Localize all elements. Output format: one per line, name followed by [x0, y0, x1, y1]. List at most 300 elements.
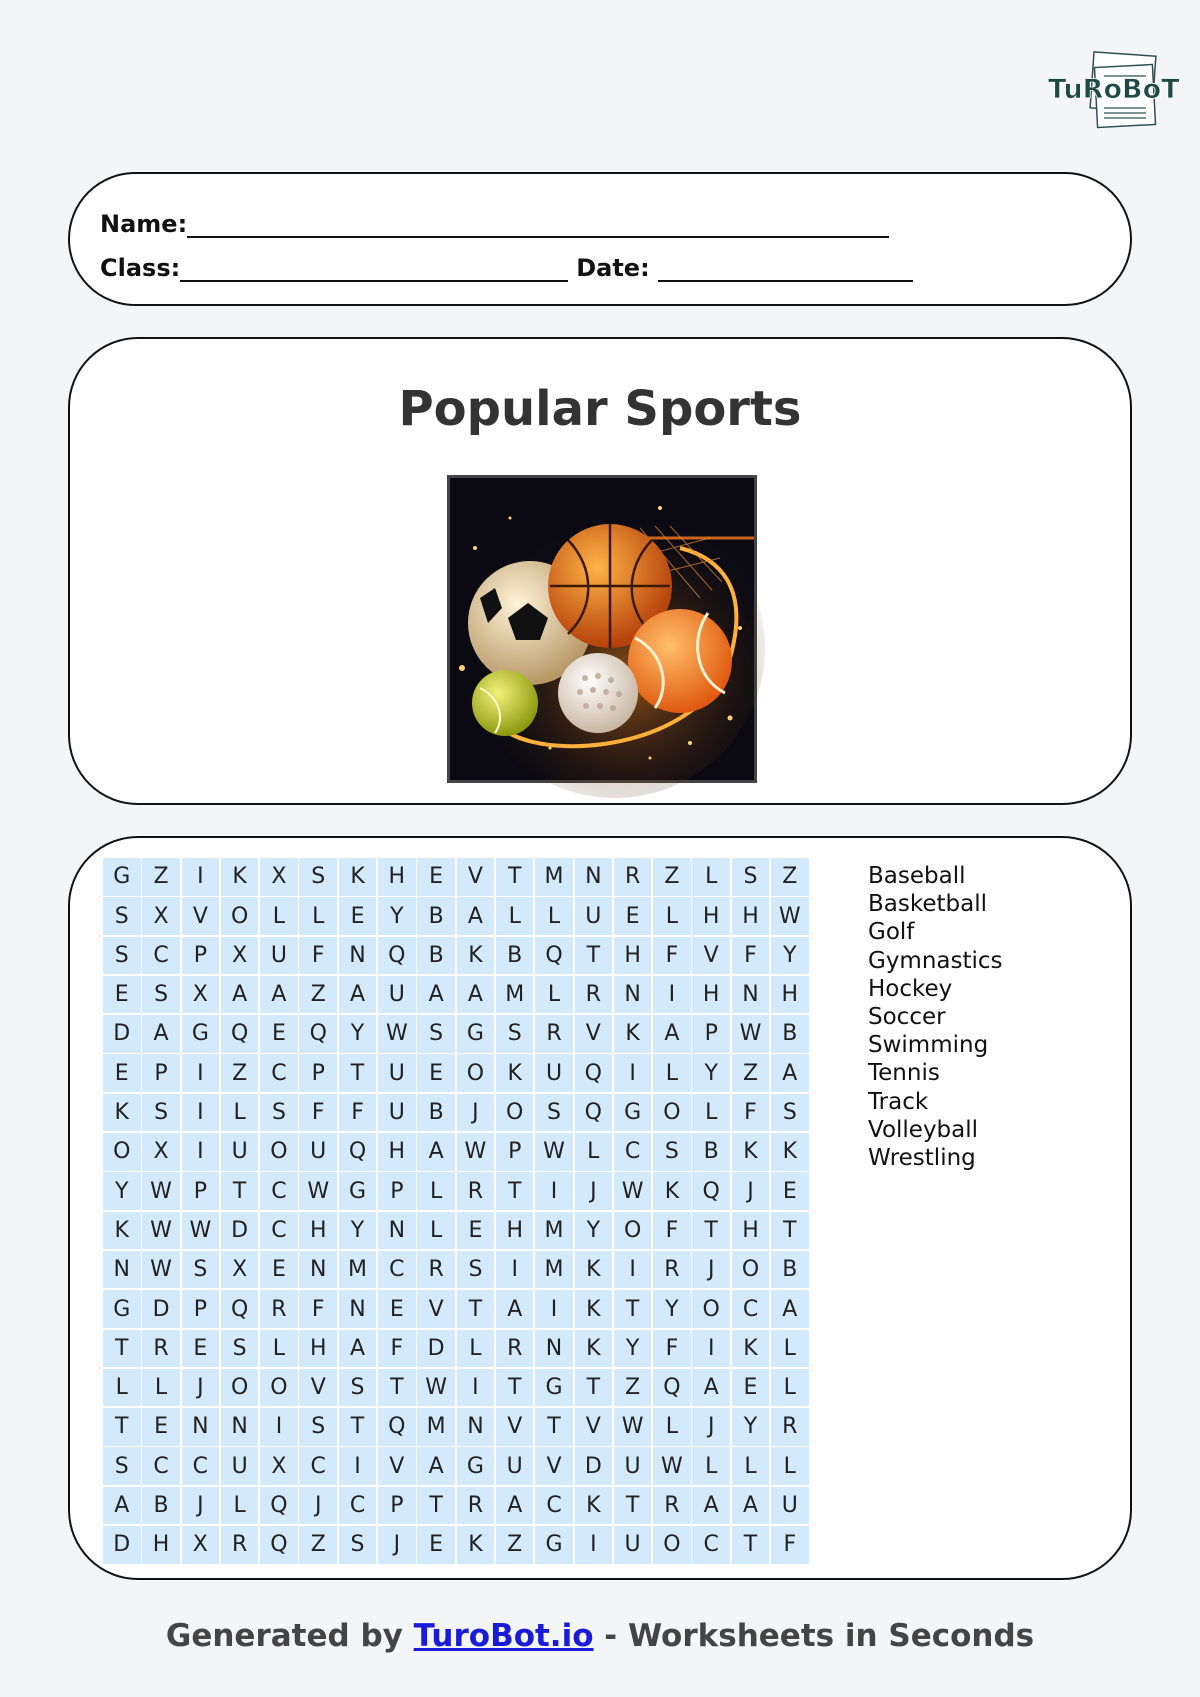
grid-cell[interactable]: K [575, 1487, 613, 1525]
grid-cell[interactable]: T [496, 858, 534, 896]
grid-cell[interactable]: E [732, 1369, 770, 1407]
grid-cell[interactable]: Z [614, 1369, 652, 1407]
grid-cell[interactable]: L [771, 1330, 809, 1368]
grid-cell[interactable]: P [378, 1487, 416, 1525]
grid-cell[interactable]: I [457, 1369, 495, 1407]
grid-cell[interactable]: W [142, 1212, 180, 1250]
grid-cell[interactable]: M [535, 1212, 573, 1250]
grid-cell[interactable]: S [103, 897, 141, 935]
grid-cell[interactable]: C [260, 1212, 298, 1250]
grid-cell[interactable]: S [299, 858, 337, 896]
grid-cell[interactable]: E [142, 1408, 180, 1446]
grid-cell[interactable]: I [339, 1447, 377, 1485]
grid-cell[interactable]: C [378, 1251, 416, 1289]
grid-cell[interactable]: W [182, 1212, 220, 1250]
grid-cell[interactable]: D [221, 1212, 259, 1250]
grid-cell[interactable]: R [653, 1251, 691, 1289]
grid-cell[interactable]: F [339, 1094, 377, 1132]
grid-cell[interactable]: A [692, 1487, 730, 1525]
grid-cell[interactable]: U [614, 1526, 652, 1564]
grid-cell[interactable]: O [496, 1094, 534, 1132]
grid-cell[interactable]: S [496, 1015, 534, 1053]
grid-cell[interactable]: A [653, 1015, 691, 1053]
grid-cell[interactable]: U [535, 1054, 573, 1092]
grid-cell[interactable]: E [103, 976, 141, 1014]
date-field[interactable] [658, 256, 913, 282]
grid-cell[interactable]: C [142, 937, 180, 975]
grid-cell[interactable]: T [771, 1212, 809, 1250]
grid-cell[interactable]: F [771, 1526, 809, 1564]
grid-cell[interactable]: I [692, 1330, 730, 1368]
grid-cell[interactable]: T [103, 1330, 141, 1368]
grid-cell[interactable]: I [182, 1054, 220, 1092]
grid-cell[interactable]: Z [653, 858, 691, 896]
grid-cell[interactable]: W [417, 1369, 455, 1407]
grid-cell[interactable]: I [575, 1526, 613, 1564]
grid-cell[interactable]: U [378, 976, 416, 1014]
grid-cell[interactable]: M [535, 1251, 573, 1289]
grid-cell[interactable]: S [260, 1094, 298, 1132]
grid-cell[interactable]: B [496, 937, 534, 975]
grid-cell[interactable]: X [221, 937, 259, 975]
grid-cell[interactable]: W [653, 1447, 691, 1485]
grid-cell[interactable]: E [103, 1054, 141, 1092]
turobot-link[interactable]: TuroBot.io [413, 1618, 594, 1654]
grid-cell[interactable]: A [496, 1487, 534, 1525]
grid-cell[interactable]: E [417, 1054, 455, 1092]
grid-cell[interactable]: U [221, 1447, 259, 1485]
grid-cell[interactable]: S [339, 1526, 377, 1564]
grid-cell[interactable]: Q [378, 937, 416, 975]
grid-cell[interactable]: S [103, 937, 141, 975]
grid-cell[interactable]: B [771, 1251, 809, 1289]
grid-cell[interactable]: D [575, 1447, 613, 1485]
grid-cell[interactable]: P [182, 1290, 220, 1328]
grid-cell[interactable]: S [103, 1447, 141, 1485]
grid-cell[interactable]: I [653, 976, 691, 1014]
grid-cell[interactable]: B [417, 897, 455, 935]
grid-cell[interactable]: X [142, 897, 180, 935]
grid-cell[interactable]: R [771, 1408, 809, 1446]
grid-cell[interactable]: O [221, 897, 259, 935]
grid-cell[interactable]: K [457, 937, 495, 975]
grid-cell[interactable]: E [378, 1290, 416, 1328]
grid-cell[interactable]: O [614, 1212, 652, 1250]
grid-cell[interactable]: T [575, 1369, 613, 1407]
grid-cell[interactable]: S [771, 1094, 809, 1132]
grid-cell[interactable]: N [182, 1408, 220, 1446]
grid-cell[interactable]: N [339, 937, 377, 975]
grid-cell[interactable]: K [496, 1054, 534, 1092]
grid-cell[interactable]: G [535, 1369, 573, 1407]
grid-cell[interactable]: C [692, 1526, 730, 1564]
grid-cell[interactable]: I [182, 1133, 220, 1171]
grid-cell[interactable]: A [417, 976, 455, 1014]
grid-cell[interactable]: T [575, 937, 613, 975]
grid-cell[interactable]: S [142, 1094, 180, 1132]
grid-cell[interactable]: N [378, 1212, 416, 1250]
grid-cell[interactable]: T [496, 1369, 534, 1407]
grid-cell[interactable]: S [142, 976, 180, 1014]
grid-cell[interactable]: B [417, 1094, 455, 1132]
grid-cell[interactable]: E [339, 897, 377, 935]
grid-cell[interactable]: T [417, 1487, 455, 1525]
grid-cell[interactable]: Y [339, 1212, 377, 1250]
grid-cell[interactable]: T [535, 1408, 573, 1446]
grid-cell[interactable]: X [221, 1251, 259, 1289]
grid-cell[interactable]: V [575, 1408, 613, 1446]
grid-cell[interactable]: A [417, 1133, 455, 1171]
grid-cell[interactable]: H [142, 1526, 180, 1564]
grid-cell[interactable]: T [614, 1290, 652, 1328]
grid-cell[interactable]: K [575, 1290, 613, 1328]
grid-cell[interactable]: S [417, 1015, 455, 1053]
grid-cell[interactable]: G [535, 1526, 573, 1564]
grid-cell[interactable]: Q [339, 1133, 377, 1171]
grid-cell[interactable]: P [182, 937, 220, 975]
grid-cell[interactable]: K [771, 1133, 809, 1171]
grid-cell[interactable]: Q [575, 1054, 613, 1092]
grid-cell[interactable]: S [535, 1094, 573, 1132]
grid-cell[interactable]: L [299, 897, 337, 935]
grid-cell[interactable]: U [299, 1133, 337, 1171]
grid-cell[interactable]: C [260, 1172, 298, 1210]
grid-cell[interactable]: L [653, 1408, 691, 1446]
grid-cell[interactable]: Y [378, 897, 416, 935]
grid-cell[interactable]: P [496, 1133, 534, 1171]
grid-cell[interactable]: P [378, 1172, 416, 1210]
grid-cell[interactable]: K [653, 1172, 691, 1210]
grid-cell[interactable]: H [692, 976, 730, 1014]
grid-cell[interactable]: B [417, 937, 455, 975]
grid-cell[interactable]: G [457, 1015, 495, 1053]
grid-cell[interactable]: L [535, 976, 573, 1014]
grid-cell[interactable]: N [732, 976, 770, 1014]
grid-cell[interactable]: R [260, 1290, 298, 1328]
grid-cell[interactable]: Q [575, 1094, 613, 1132]
grid-cell[interactable]: H [378, 1133, 416, 1171]
grid-cell[interactable]: C [142, 1447, 180, 1485]
grid-cell[interactable]: J [182, 1487, 220, 1525]
grid-cell[interactable]: B [142, 1487, 180, 1525]
grid-cell[interactable]: W [614, 1172, 652, 1210]
grid-cell[interactable]: I [260, 1408, 298, 1446]
grid-cell[interactable]: R [496, 1330, 534, 1368]
grid-cell[interactable]: P [142, 1054, 180, 1092]
grid-cell[interactable]: U [771, 1487, 809, 1525]
grid-cell[interactable]: H [299, 1330, 337, 1368]
grid-cell[interactable]: R [653, 1487, 691, 1525]
grid-cell[interactable]: U [614, 1447, 652, 1485]
grid-cell[interactable]: V [496, 1408, 534, 1446]
grid-cell[interactable]: V [575, 1015, 613, 1053]
grid-cell[interactable]: O [260, 1369, 298, 1407]
grid-cell[interactable]: F [653, 1212, 691, 1250]
grid-cell[interactable]: Q [221, 1290, 259, 1328]
grid-cell[interactable]: H [614, 937, 652, 975]
grid-cell[interactable]: U [260, 937, 298, 975]
grid-cell[interactable]: J [378, 1526, 416, 1564]
grid-cell[interactable]: T [378, 1369, 416, 1407]
grid-cell[interactable]: D [103, 1015, 141, 1053]
grid-cell[interactable]: Y [692, 1054, 730, 1092]
grid-cell[interactable]: P [299, 1054, 337, 1092]
grid-cell[interactable]: Q [260, 1487, 298, 1525]
grid-cell[interactable]: K [732, 1133, 770, 1171]
grid-cell[interactable]: M [496, 976, 534, 1014]
grid-cell[interactable]: E [260, 1015, 298, 1053]
grid-cell[interactable]: I [614, 1251, 652, 1289]
grid-cell[interactable]: V [457, 858, 495, 896]
grid-cell[interactable]: J [575, 1172, 613, 1210]
grid-cell[interactable]: L [771, 1447, 809, 1485]
grid-cell[interactable]: O [221, 1369, 259, 1407]
grid-cell[interactable]: L [260, 897, 298, 935]
grid-cell[interactable]: I [614, 1054, 652, 1092]
grid-cell[interactable]: U [496, 1447, 534, 1485]
grid-cell[interactable]: A [771, 1290, 809, 1328]
grid-cell[interactable]: A [771, 1054, 809, 1092]
grid-cell[interactable]: W [142, 1251, 180, 1289]
grid-cell[interactable]: Z [496, 1526, 534, 1564]
grid-cell[interactable]: V [535, 1447, 573, 1485]
grid-cell[interactable]: K [103, 1212, 141, 1250]
grid-cell[interactable]: H [771, 976, 809, 1014]
grid-cell[interactable]: K [103, 1094, 141, 1132]
grid-cell[interactable]: C [614, 1133, 652, 1171]
grid-cell[interactable]: W [299, 1172, 337, 1210]
grid-cell[interactable]: W [614, 1408, 652, 1446]
grid-cell[interactable]: L [692, 1094, 730, 1132]
grid-cell[interactable]: Q [535, 937, 573, 975]
grid-cell[interactable]: Z [771, 858, 809, 896]
grid-cell[interactable]: Z [221, 1054, 259, 1092]
grid-cell[interactable]: A [260, 976, 298, 1014]
grid-cell[interactable]: U [575, 897, 613, 935]
grid-cell[interactable]: B [771, 1015, 809, 1053]
grid-cell[interactable]: A [339, 1330, 377, 1368]
grid-cell[interactable]: X [260, 1447, 298, 1485]
grid-cell[interactable]: U [378, 1054, 416, 1092]
grid-cell[interactable]: G [103, 858, 141, 896]
grid-cell[interactable]: S [299, 1408, 337, 1446]
grid-cell[interactable]: Y [575, 1212, 613, 1250]
grid-cell[interactable]: R [457, 1487, 495, 1525]
grid-cell[interactable]: U [221, 1133, 259, 1171]
grid-cell[interactable]: H [299, 1212, 337, 1250]
grid-cell[interactable]: K [457, 1526, 495, 1564]
grid-cell[interactable]: S [339, 1369, 377, 1407]
grid-cell[interactable]: A [103, 1487, 141, 1525]
grid-cell[interactable]: E [457, 1212, 495, 1250]
grid-cell[interactable]: A [457, 976, 495, 1014]
grid-cell[interactable]: C [732, 1290, 770, 1328]
grid-cell[interactable]: L [575, 1133, 613, 1171]
grid-cell[interactable]: P [692, 1015, 730, 1053]
grid-cell[interactable]: Y [103, 1172, 141, 1210]
grid-cell[interactable]: W [142, 1172, 180, 1210]
grid-cell[interactable]: F [299, 1290, 337, 1328]
grid-cell[interactable]: N [457, 1408, 495, 1446]
grid-cell[interactable]: R [535, 1015, 573, 1053]
grid-cell[interactable]: O [457, 1054, 495, 1092]
grid-cell[interactable]: N [299, 1251, 337, 1289]
grid-cell[interactable]: V [692, 937, 730, 975]
grid-cell[interactable]: L [653, 1054, 691, 1092]
grid-cell[interactable]: H [378, 858, 416, 896]
grid-cell[interactable]: J [692, 1251, 730, 1289]
grid-cell[interactable]: W [457, 1133, 495, 1171]
grid-cell[interactable]: F [732, 937, 770, 975]
grid-cell[interactable]: A [732, 1487, 770, 1525]
grid-cell[interactable]: L [535, 897, 573, 935]
grid-cell[interactable]: T [614, 1487, 652, 1525]
grid-cell[interactable]: F [653, 1330, 691, 1368]
grid-cell[interactable]: K [732, 1330, 770, 1368]
grid-cell[interactable]: L [142, 1369, 180, 1407]
grid-cell[interactable]: T [732, 1526, 770, 1564]
grid-cell[interactable]: O [732, 1251, 770, 1289]
grid-cell[interactable]: X [142, 1133, 180, 1171]
grid-cell[interactable]: V [378, 1447, 416, 1485]
grid-cell[interactable]: M [339, 1251, 377, 1289]
grid-cell[interactable]: Y [614, 1330, 652, 1368]
grid-cell[interactable]: T [221, 1172, 259, 1210]
grid-cell[interactable]: G [457, 1447, 495, 1485]
grid-cell[interactable]: T [339, 1408, 377, 1446]
grid-cell[interactable]: S [653, 1133, 691, 1171]
grid-cell[interactable]: R [614, 858, 652, 896]
grid-cell[interactable]: B [692, 1133, 730, 1171]
grid-cell[interactable]: X [182, 1526, 220, 1564]
grid-cell[interactable]: L [457, 1330, 495, 1368]
grid-cell[interactable]: L [732, 1447, 770, 1485]
grid-cell[interactable]: V [299, 1369, 337, 1407]
grid-cell[interactable]: Y [771, 937, 809, 975]
grid-cell[interactable]: A [417, 1447, 455, 1485]
grid-cell[interactable]: T [457, 1290, 495, 1328]
grid-cell[interactable]: N [614, 976, 652, 1014]
grid-cell[interactable]: P [182, 1172, 220, 1210]
grid-cell[interactable]: T [496, 1172, 534, 1210]
grid-cell[interactable]: L [103, 1369, 141, 1407]
grid-cell[interactable]: T [339, 1054, 377, 1092]
grid-cell[interactable]: Q [378, 1408, 416, 1446]
grid-cell[interactable]: I [496, 1251, 534, 1289]
grid-cell[interactable]: Z [299, 976, 337, 1014]
grid-cell[interactable]: Q [299, 1015, 337, 1053]
grid-cell[interactable]: L [771, 1369, 809, 1407]
grid-cell[interactable]: J [299, 1487, 337, 1525]
grid-cell[interactable]: O [260, 1133, 298, 1171]
grid-cell[interactable]: R [575, 976, 613, 1014]
grid-cell[interactable]: O [653, 1526, 691, 1564]
grid-cell[interactable]: C [260, 1054, 298, 1092]
grid-cell[interactable]: E [260, 1251, 298, 1289]
grid-cell[interactable]: L [692, 858, 730, 896]
grid-cell[interactable]: L [417, 1172, 455, 1210]
grid-cell[interactable]: I [535, 1290, 573, 1328]
grid-cell[interactable]: L [221, 1487, 259, 1525]
grid-cell[interactable]: A [339, 976, 377, 1014]
grid-cell[interactable]: S [732, 858, 770, 896]
grid-cell[interactable]: Z [732, 1054, 770, 1092]
grid-cell[interactable]: N [535, 1330, 573, 1368]
grid-cell[interactable]: H [692, 897, 730, 935]
grid-cell[interactable]: J [182, 1369, 220, 1407]
grid-cell[interactable]: D [142, 1290, 180, 1328]
grid-cell[interactable]: J [732, 1172, 770, 1210]
grid-cell[interactable]: N [575, 858, 613, 896]
grid-cell[interactable]: C [339, 1487, 377, 1525]
grid-cell[interactable]: L [653, 897, 691, 935]
grid-cell[interactable]: M [417, 1408, 455, 1446]
grid-cell[interactable]: N [221, 1408, 259, 1446]
grid-cell[interactable]: L [221, 1094, 259, 1132]
grid-cell[interactable]: K [614, 1015, 652, 1053]
grid-cell[interactable]: J [457, 1094, 495, 1132]
grid-cell[interactable]: Q [221, 1015, 259, 1053]
grid-cell[interactable]: T [692, 1212, 730, 1250]
grid-cell[interactable]: L [496, 897, 534, 935]
grid-cell[interactable]: A [692, 1369, 730, 1407]
grid-cell[interactable]: I [535, 1172, 573, 1210]
grid-cell[interactable]: Z [299, 1526, 337, 1564]
grid-cell[interactable]: O [653, 1094, 691, 1132]
grid-cell[interactable]: H [496, 1212, 534, 1250]
grid-cell[interactable]: J [692, 1408, 730, 1446]
grid-cell[interactable]: C [299, 1447, 337, 1485]
grid-cell[interactable]: R [417, 1251, 455, 1289]
grid-cell[interactable]: H [732, 897, 770, 935]
grid-cell[interactable]: S [457, 1251, 495, 1289]
grid-cell[interactable]: F [299, 937, 337, 975]
grid-cell[interactable]: E [771, 1172, 809, 1210]
grid-cell[interactable]: Q [653, 1369, 691, 1407]
grid-cell[interactable]: E [182, 1330, 220, 1368]
grid-cell[interactable]: N [339, 1290, 377, 1328]
name-field[interactable] [187, 212, 889, 238]
grid-cell[interactable]: A [457, 897, 495, 935]
grid-cell[interactable]: R [221, 1526, 259, 1564]
grid-cell[interactable]: A [221, 976, 259, 1014]
grid-cell[interactable]: G [614, 1094, 652, 1132]
grid-cell[interactable]: G [339, 1172, 377, 1210]
grid-cell[interactable]: K [221, 858, 259, 896]
grid-cell[interactable]: C [182, 1447, 220, 1485]
grid-cell[interactable]: K [575, 1330, 613, 1368]
grid-cell[interactable]: X [260, 858, 298, 896]
grid-cell[interactable]: W [771, 897, 809, 935]
grid-cell[interactable]: Y [339, 1015, 377, 1053]
grid-cell[interactable]: L [417, 1212, 455, 1250]
grid-cell[interactable]: D [417, 1330, 455, 1368]
grid-cell[interactable]: W [378, 1015, 416, 1053]
grid-cell[interactable]: H [732, 1212, 770, 1250]
grid-cell[interactable]: F [378, 1330, 416, 1368]
grid-cell[interactable]: E [417, 1526, 455, 1564]
grid-cell[interactable]: S [221, 1330, 259, 1368]
grid-cell[interactable]: O [103, 1133, 141, 1171]
grid-cell[interactable]: F [299, 1094, 337, 1132]
grid-cell[interactable]: G [182, 1015, 220, 1053]
grid-cell[interactable]: Z [142, 858, 180, 896]
grid-cell[interactable]: G [103, 1290, 141, 1328]
grid-cell[interactable]: E [614, 897, 652, 935]
grid-cell[interactable]: I [182, 1094, 220, 1132]
grid-cell[interactable]: L [260, 1330, 298, 1368]
class-field[interactable] [180, 256, 568, 282]
